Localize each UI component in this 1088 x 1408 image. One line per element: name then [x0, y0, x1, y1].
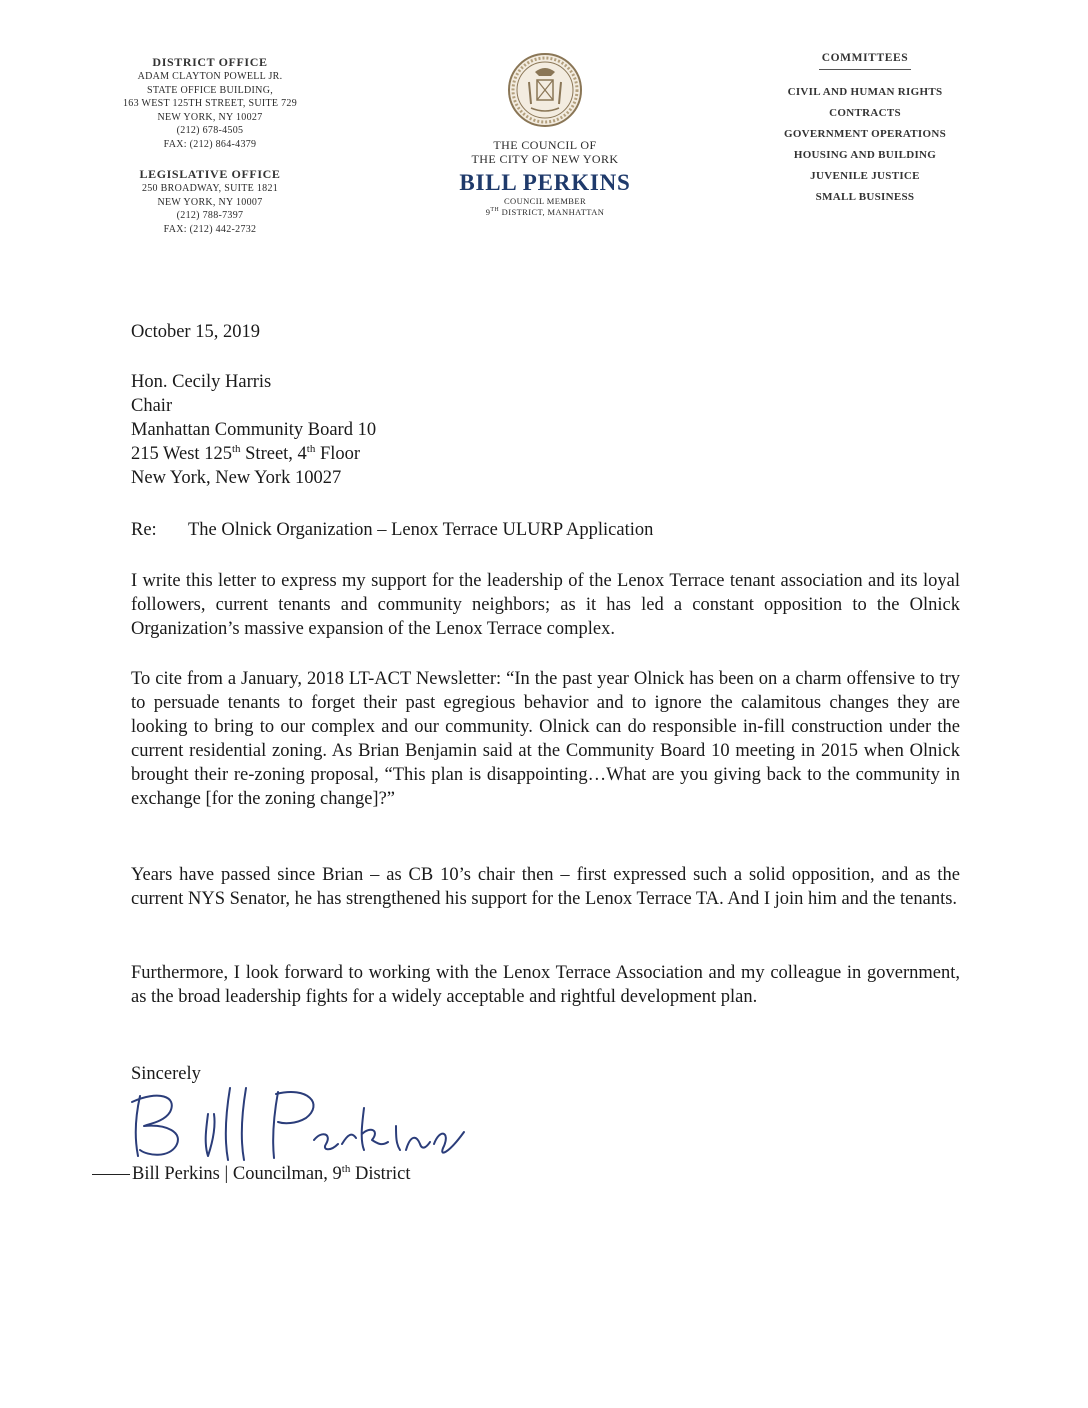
legislative-office-line: 250 BROADWAY, SUITE 1821: [141, 183, 279, 194]
signature-rule: [92, 1174, 130, 1175]
body-paragraph: Furthermore, I look forward to working with the Lenox Terrace Association and my colleague in government, as the broad leadership fights for a widely acceptable and rightful development plan.: [131, 963, 960, 1007]
district-office-line: ADAM CLAYTON POWELL JR.: [137, 71, 283, 82]
committee-item: CIVIL AND HUMAN RIGHTS: [787, 86, 943, 98]
subject-text: The Olnick Organization – Lenox Terrace ULURP Application: [188, 520, 654, 540]
council-district: 9TH DISTRICT, MANHATTAN: [485, 207, 605, 217]
handwritten-signature: [118, 1084, 478, 1166]
office-addresses: [100, 55, 320, 236]
committees-divider: [819, 69, 911, 70]
signer-name: Bill Perkins: [132, 1164, 220, 1184]
committee-item: SMALL BUSINESS: [815, 191, 915, 203]
legislative-office: [100, 167, 320, 236]
council-line-1: THE COUNCIL OF: [493, 138, 597, 152]
legislative-office-line: FAX: (212) 442-2732: [163, 223, 257, 235]
council-line-2: THE CITY OF NEW YORK: [471, 152, 619, 166]
district-office-line: (212) 678-4505: [176, 125, 244, 136]
committee-item: CONTRACTS: [829, 107, 901, 119]
district-office-heading: DISTRICT OFFICE: [152, 55, 268, 69]
body-paragraph: I write this letter to express my support for the leadership of the Lenox Terrace tenant association and its loyal followers, current tenants and community neighbors; as it has led a constant opposition to the Olnick Organization’s massive expansion of the Lenox Terrace complex.: [131, 571, 960, 639]
recipient-address: [131, 370, 376, 490]
recipient-street: 215 West 125th Street, 4th Floor: [131, 442, 361, 464]
committee-item: JUVENILE JUSTICE: [810, 170, 920, 182]
recipient-org: Manhattan Community Board 10: [131, 420, 377, 440]
recipient-name: Hon. Cecily Harris: [131, 372, 272, 392]
committees-heading: COMMITTEES: [821, 52, 909, 64]
committee-item: GOVERNMENT OPERATIONS: [783, 128, 947, 140]
district-office-line: NEW YORK, NY 10027: [157, 111, 263, 123]
legislative-office-line: NEW YORK, NY 10007: [157, 196, 263, 208]
signature-separator: |: [219, 1164, 233, 1184]
committees: [760, 52, 970, 208]
body-paragraph: To cite from a January, 2018 LT-ACT Newsletter: “In the past year Olnick has been on a charm offensive to try to persuade tenants to forget their past egregious behavior and to ignore the calamitous changes they are looking to bring to our complex and our community. Olnick can do responsible in-fill construction under the current residential zoning. As Brian Benjamin said at the Community Board 10 meeting in 2015 when Olnick brought their re-zoning proposal, “This plan is disappointing…What are you giving back to the community in exchange [for the zoning change]?”: [131, 669, 960, 809]
signer-title: Councilman, 9th District: [232, 1162, 411, 1184]
legislative-office-line: (212) 788-7397: [176, 210, 244, 221]
legislative-office-heading: LEGISLATIVE OFFICE: [139, 167, 281, 181]
subject-label: Re:: [131, 520, 157, 540]
body-paragraph: Years have passed since Brian – as CB 10’s chair then – first expressed such a solid opposition, and as the current NYS Senator, he has strengthened his support for the Lenox Terrace TA. And I join him and the tenants.: [131, 865, 960, 909]
district-office-line: 163 WEST 125TH STREET, SUITE 729: [122, 98, 298, 109]
signature-line: [92, 1162, 410, 1186]
council-header: [410, 52, 680, 218]
city-seal-icon: [507, 52, 583, 128]
letter-date: October 15, 2019: [131, 322, 260, 342]
subject-line: [131, 518, 653, 542]
district-office-line: STATE OFFICE BUILDING,: [146, 84, 274, 96]
district-office-line: FAX: (212) 864-4379: [163, 138, 257, 150]
closing: Sincerely: [131, 1064, 201, 1084]
council-member-name: BILL PERKINS: [459, 170, 631, 195]
recipient-title: Chair: [131, 396, 173, 416]
recipient-city: New York, New York 10027: [131, 468, 342, 488]
council-member-title: COUNCIL MEMBER: [503, 196, 587, 206]
committee-item: HOUSING AND BUILDING: [793, 149, 937, 161]
